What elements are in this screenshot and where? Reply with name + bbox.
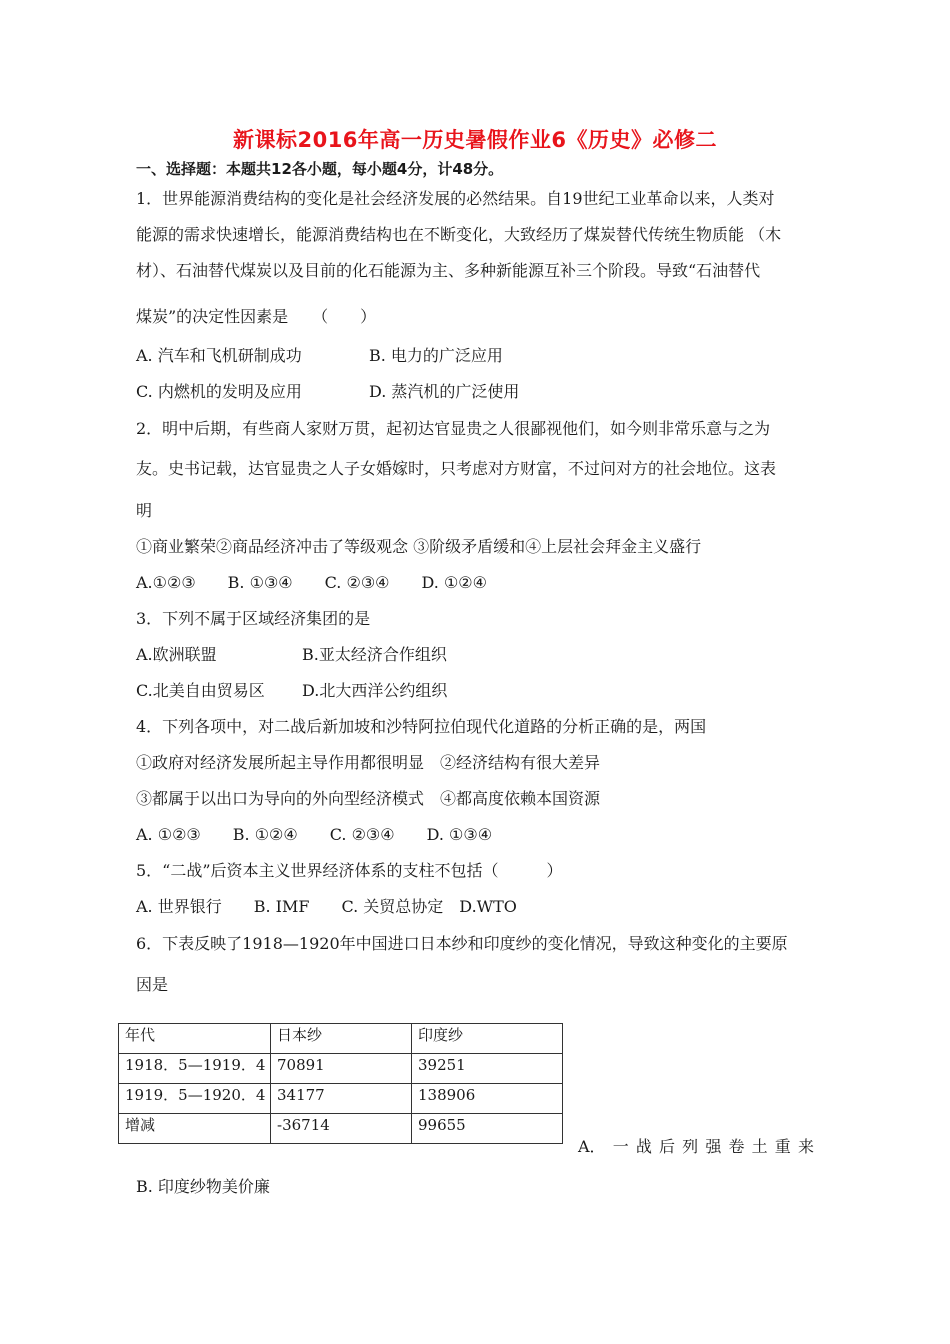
page-title: 新课标2016年高一历史暑假作业6《历史》必修二	[232, 128, 718, 152]
table-cell: 138906	[412, 1084, 563, 1114]
q3-options-row-1	[136, 645, 447, 665]
q4-statements-2: ③都属于以出口为导向的外向型经济模式 ④都高度依赖本国资源	[136, 789, 601, 808]
table-header-row	[119, 1024, 563, 1054]
table-cell: 34177	[271, 1084, 412, 1114]
q2-line-1: 2．明中后期，有些商人家财万贯，起初达官显贵之人很鄙视他们，如今则非常乐意与之为	[136, 419, 771, 438]
q2-statements: ①商业繁荣②商品经济冲击了等级观念 ③阶级矛盾缓和④上层社会拜金主义盛行	[136, 537, 702, 556]
table-row	[119, 1114, 563, 1144]
table-cell: 70891	[271, 1054, 412, 1084]
table-cell: 增减	[119, 1114, 271, 1144]
table-header-cell: 日本纱	[271, 1024, 412, 1054]
q6-option-a-char: 一	[612, 1137, 629, 1156]
q2-line-3: 明	[136, 501, 153, 520]
q6-option-a-char: 强	[705, 1137, 722, 1156]
q1-line-4: 煤炭”的决定性因素是 （ ）	[136, 307, 377, 326]
q6-option-a-char: 战	[635, 1137, 652, 1156]
q3-option-c: C.北美自由贸易区	[136, 681, 265, 700]
section-heading: 一、选择题：本题共12各小题，每小题4分，计48分。	[136, 160, 504, 178]
q6-line-2: 因是	[136, 975, 169, 994]
q6-option-a-char: A．	[578, 1137, 606, 1156]
q1-line-3: 材）、石油替代煤炭以及目前的化石能源为主、多种新能源互补三个阶段。导致“石油替代	[136, 261, 761, 280]
q3-options-row-2	[136, 681, 447, 701]
table-cell: 1918．5—1919．4	[119, 1054, 271, 1084]
q2-line-2: 友。史书记载，达官显贵之人子女婚嫁时，只考虑对方财富，不过问对方的社会地位。这表	[136, 459, 777, 478]
q6-option-a-char: 土	[751, 1137, 768, 1156]
table-cell: 1919．5—1920．4	[119, 1084, 271, 1114]
table-cell: 99655	[412, 1114, 563, 1144]
q1-line-1	[136, 189, 814, 209]
q1-option-b: B. 电力的广泛应用	[369, 346, 503, 365]
q3-option-b: B.亚太经济合作组织	[302, 645, 447, 664]
q6-line-1: 6．下表反映了1918—1920年中国进口日本纱和印度纱的变化情况，导致这种变化的主要原	[136, 934, 788, 953]
q3-option-d: D.北大西洋公约组织	[302, 681, 448, 700]
table-row	[119, 1084, 563, 1114]
q6-data-table	[118, 1023, 563, 1144]
q1-option-c: C. 内燃机的发明及应用	[136, 382, 302, 401]
q6-option-a	[578, 1134, 814, 1157]
q6-option-a-char: 卷	[728, 1137, 745, 1156]
q2-options: A.①②③ B. ①③④ C. ②③④ D. ①②④	[136, 573, 487, 592]
table-header-cell: 印度纱	[412, 1024, 563, 1054]
q1-line-2: 能源的需求快速增长，能源消费结构也在不断变化，大致经历了煤炭替代传统生物质能 （木	[136, 225, 782, 244]
table-cell: 39251	[412, 1054, 563, 1084]
q3-line-1: 3．下列不属于区域经济集团的是	[136, 609, 371, 628]
q1-text-1: 1．世界能源消费结构的变化是社会经济发展的必然结果。自19世纪工业革命以来，人类对	[136, 189, 775, 208]
q3-option-a: A.欧洲联盟	[136, 645, 217, 664]
q6-option-a-char: 重	[774, 1137, 791, 1156]
q4-options: A. ①②③ B. ①②④ C. ②③④ D. ①③④	[136, 825, 493, 844]
q5-line-1: 5．“二战”后资本主义世界经济体系的支柱不包括（ ）	[136, 861, 563, 880]
q6-option-a-char: 来	[797, 1137, 814, 1156]
q1-option-d: D. 蒸汽机的广泛使用	[369, 382, 520, 401]
q1-option-a: A. 汽车和飞机研制成功	[136, 346, 302, 365]
q6-option-b: B. 印度纱物美价廉	[136, 1177, 270, 1196]
table-row	[119, 1054, 563, 1084]
q5-options: A. 世界银行 B. IMF C. 关贸总协定 D.WTO	[136, 897, 517, 916]
q6-option-a-char: 列	[682, 1137, 699, 1156]
q4-line-1: 4．下列各项中，对二战后新加坡和沙特阿拉伯现代化道路的分析正确的是，两国	[136, 717, 707, 736]
table-cell: -36714	[271, 1114, 412, 1144]
table-header-cell: 年代	[119, 1024, 271, 1054]
q1-options-row-1	[136, 346, 503, 366]
q4-statements-1: ①政府对经济发展所起主导作用都很明显 ②经济结构有很大差异	[136, 753, 601, 772]
q6-option-a-char: 后	[659, 1137, 676, 1156]
q1-options-row-2	[136, 382, 519, 402]
